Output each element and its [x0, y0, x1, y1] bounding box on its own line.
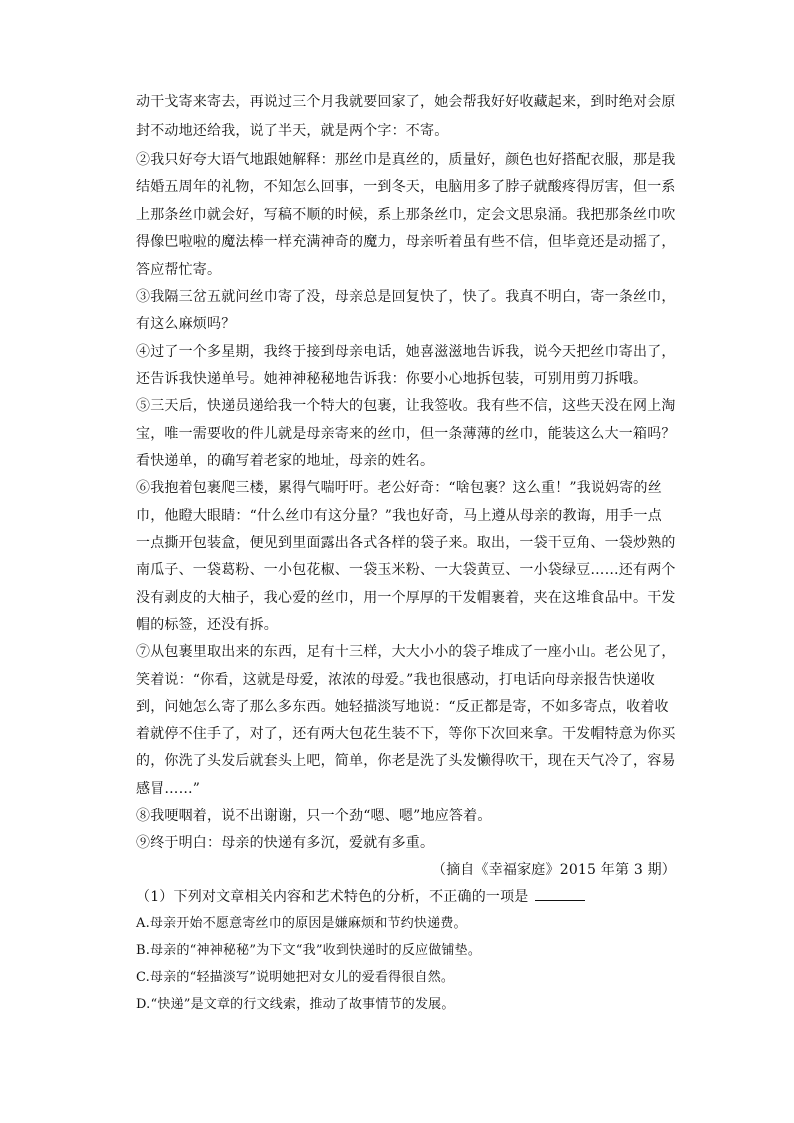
article-line: 动干戈寄来寄去，再说过三个月我就要回家了，她会帮我好好收藏起来，到时绝对会原 [136, 94, 676, 110]
article-line: 感冒……” [136, 781, 201, 797]
article-line: ②我只好夸大语气地跟她解释：那丝巾是真丝的，质量好，颜色也好搭配衣服，那是我 [136, 152, 676, 168]
article-line: 封不动地还给我，说了半天，就是两个字：不寄。 [136, 123, 449, 139]
article-line: 南瓜子、一袋葛粉、一小包花椒、一袋玉米粉、一大袋黄豆、一小袋绿豆……还有两个 [136, 562, 676, 578]
article-line: 到，问她怎么寄了那么多东西。她轻描淡写地说：“反正都是寄，不如多寄点，收着收 [136, 699, 669, 715]
article-line: ④过了一个多星期，我终于接到母亲电话，她喜滋滋地告诉我，说今天把丝巾寄出了， [136, 344, 676, 360]
article-line: 上那条丝巾就会好，写稿不顺的时候，系上那条丝巾，定会文思泉涌。我把那条丝巾吹 [136, 207, 676, 223]
article-line: 着就停不住手了，对了，还有两大包花生装不下，等你下次回来拿。干发帽特意为你买 [136, 726, 676, 742]
article-line: 答应帮忙寄。 [136, 262, 222, 278]
article-line: ⑤三天后，快递员递给我一个特大的包裹，让我签收。我有些不信，这些天没在网上淘 [136, 398, 676, 414]
option-c: C.母亲的“轻描淡写”说明她把对女儿的爱看得很自然。 [136, 970, 455, 985]
question-stem [136, 888, 585, 906]
article-line: ⑧我哽咽着，说不出谢谢，只一个劲“嗯、嗯”地应答着。 [136, 808, 492, 824]
answer-blank[interactable] [535, 888, 585, 901]
article-line: 看快递单，的确写着老家的地址，母亲的姓名。 [136, 453, 435, 469]
article-line: 结婚五周年的礼物，不知怎么回事，一到冬天，电脑用多了脖子就酸疼得厉害，但一系 [136, 179, 676, 195]
article-line: 宝，唯一需要收的件儿就是母亲寄来的丝巾，但一条薄薄的丝巾，能装这么大一箱吗？ [136, 426, 676, 442]
article-line: 还告诉我快递单号。她神神秘秘地告诉我：你要小心地拆包装，可别用剪刀拆哦。 [136, 371, 648, 387]
option-b: B.母亲的“神神秘秘”为下文“我”收到快递时的反应做铺垫。 [136, 943, 482, 958]
article-line: 巾，他瞪大眼睛：“什么丝巾有这分量？”我也好奇，马上遵从母亲的教诲，用手一点 [136, 508, 662, 524]
article-source: （摘自《幸福家庭》2015 年第 3 期） [431, 862, 676, 878]
article-line: 没有剥皮的大柚子，我心爱的丝巾，用一个厚厚的干发帽裹着，夹在这堆食品中。干发 [136, 590, 676, 606]
option-a: A.母亲开始不愿意寄丝巾的原因是嫌麻烦和节约快递费。 [136, 916, 467, 931]
article-line: ⑥我抱着包裹爬三楼，累得气喘吁吁。老公好奇：“啥包裹？这么重！”我说妈寄的丝 [136, 480, 662, 496]
article-line: 有这么麻烦吗？ [136, 316, 236, 332]
option-d: D.“快递”是文章的行文线索，推动了故事情节的发展。 [136, 997, 455, 1012]
article-line: 的，你洗了头发后就套头上吧，简单，你老是洗了头发懒得吹干，现在天气冷了，容易 [136, 753, 676, 769]
article-line: 一点撕开包装盒，便见到里面露出各式各样的袋子来。取出，一袋干豆角、一袋炒熟的 [136, 535, 676, 551]
article-line: 帽的标签，还没有拆。 [136, 617, 278, 633]
question-stem-text: （1）下列对文章相关内容和艺术特色的分析，不正确的一项是 [136, 889, 529, 905]
article-line: 笑着说：“你看，这就是母爱，浓浓的母爱。”我也很感动，打电话向母亲报告快递收 [136, 672, 655, 688]
article-line: ③我隔三岔五就问丝巾寄了没，母亲总是回复快了，快了。我真不明白，寄一条丝巾， [136, 289, 676, 305]
article-line: ⑨终于明白：母亲的快递有多沉，爱就有多重。 [136, 835, 435, 851]
article-line: ⑦从包裹里取出来的东西，足有十三样，大大小小的袋子堆成了一座小山。老公见了， [136, 644, 676, 660]
article-line: 得像巴啦啦的魔法棒一样充满神奇的魔力，母亲听着虽有些不信，但毕竟还是动摇了， [136, 234, 676, 250]
